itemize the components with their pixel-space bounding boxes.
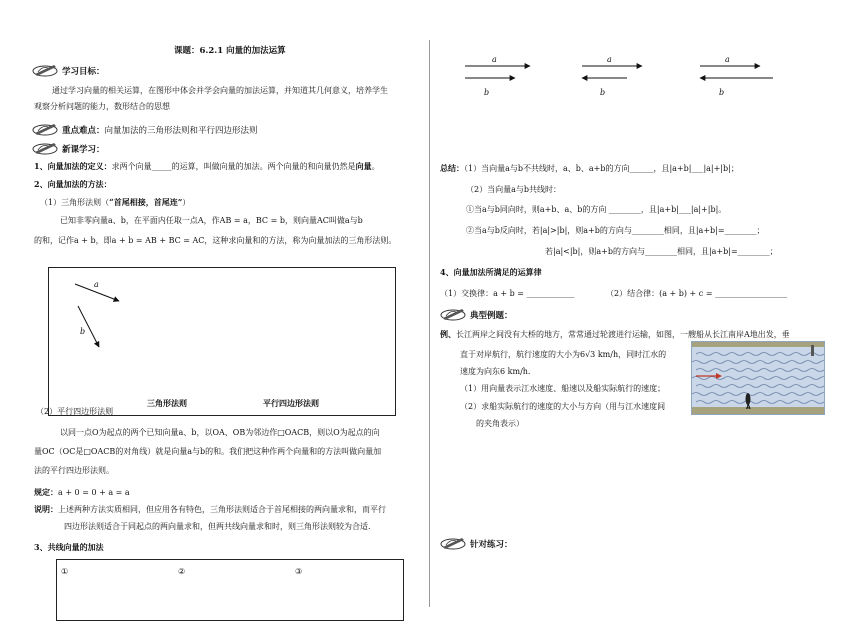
keypoints-text: 向量加法的三角形法则和平行四边形法则 [104, 126, 258, 136]
objectives-line1: 通过学习向量的相关运算，在图形中体会并学会向量的加法运算，并知道其几何意义，培养学生 [52, 86, 388, 95]
summary-line5: 若|a|<|b|，则a+b的方向与________相同，且|a+b|=________； [545, 247, 778, 256]
example-q2b: 的夹角表示） [476, 419, 524, 428]
keypoints-row [62, 125, 258, 137]
point-a-label: A [746, 404, 751, 411]
column-divider [429, 40, 430, 607]
law-associative: （2）结合律：(a + b) + c = __________________ [606, 289, 788, 298]
sec1-text-a: 求两个向量 [111, 162, 152, 171]
objectives-line2: 观察分析问题的能力，数形结合的思想 [34, 102, 170, 111]
explain-line2: 四边形法则适合于同起点的两向量求和，但两共线向量求和时，则三角形法则较为合适. [64, 522, 371, 531]
explain-line1: 上述两种方法实质相同，但应用各有特色，三角形法则适合于首尾相接的两向量求和，而平行 [58, 505, 386, 514]
vector-a-label: a [94, 280, 99, 289]
explain-label: 说明： [34, 504, 58, 514]
pen-icon [32, 140, 60, 156]
pair2-a-label: a [607, 55, 612, 64]
newlesson-heading: 新课学习： [62, 145, 105, 155]
examples-heading: 典型例题： [470, 311, 513, 321]
vector-drawing [49, 268, 395, 415]
vector-b-label: b [80, 327, 86, 336]
para-label: （2）平行四边形法则 [36, 407, 114, 416]
law-commutative: （1）交换律：a + b = ____________ [440, 289, 575, 298]
sec1-text-d: 。 [371, 162, 380, 171]
sec1-blank: _____ [151, 162, 172, 171]
pen-icon [440, 535, 468, 551]
rule-drawing-box [48, 267, 396, 416]
rule-text: a + 0 = 0 + a = a [58, 488, 130, 497]
para-line2: 量OC（OC是□OACB的对角线）就是向量a与b的和。我们把这种作两个向量和的方法叫做向量加 [34, 447, 382, 456]
sec2-label: 2、向量加法的方法： [34, 179, 112, 189]
collinear-arrow-pairs [455, 48, 795, 104]
pen-icon [440, 306, 468, 322]
pair1-b-label: b [484, 88, 490, 97]
example-row1 [440, 329, 790, 340]
summary-line2: （2）当向量a与b共线时： [466, 185, 561, 194]
pair3-a-label: a [725, 55, 730, 64]
river-picture [691, 341, 825, 415]
summary-line1: （1）当向量a与b不共线时，a、b、a+b的方向______，且|a+b|___|a|+|b|； [464, 164, 739, 173]
summary-line4: ②当a与b反向时，若|a|>|b|，则a+b的方向与________相同，且|a+b|=________； [466, 226, 765, 235]
sec1-label: 1、向量加法的定义： [34, 161, 112, 171]
collinear-case-3: ③ [295, 567, 303, 576]
sec1-text-c: 向量 [355, 161, 372, 171]
example-q1: （1）用向量表示江水速度、船速以及船实际航行的速度； [460, 384, 666, 393]
example-line2: 直于对岸航行，航行速度的大小为6√3 km/h，同时江水的 [460, 350, 667, 359]
tri-line1: 已知非零向量a、b，在平面内任取一点A，作AB = a，BC = b，则向量AC叫做a与b [60, 216, 363, 225]
pair3-b-label: b [719, 88, 725, 97]
tri-line2: 的和，记作a + b，即a + b = AB + BC = AC，这种求向量和的方法，称为向量加法的三角形法则。 [34, 236, 397, 245]
collinear-case-2: ② [178, 567, 186, 576]
summary-row1 [440, 163, 739, 174]
summary-label: 总结： [440, 163, 464, 173]
tri-label-row [40, 197, 190, 208]
collinear-box [56, 559, 404, 621]
parallelogram-rule-caption: 平行四边形法则 [263, 398, 319, 408]
lesson-title: 课题：6.2.1 向量的加法运算 [174, 46, 286, 56]
tri-label: （1）三角形法则（ [40, 198, 110, 207]
explain-row [34, 504, 386, 515]
shore-marker-icon [811, 345, 814, 356]
sec3-label: 3、共线向量的加法 [34, 542, 104, 552]
tri-close: ） [182, 198, 191, 207]
triangle-rule-caption: 三角形法则 [147, 398, 187, 408]
sec1-row [34, 161, 380, 172]
sec4-label: 4、向量加法所满足的运算律 [440, 267, 542, 277]
para-line1: 以同一点O为起点的两个已知向量a、b，以OA、OB为邻边作□OACB，则以O为起点的向 [60, 428, 380, 437]
example-line1: 长江两岸之间没有大桥的地方，常常通过轮渡进行运输，如图，一艘船从长江南岸A地出发，垂 [456, 330, 790, 339]
pair1-a-label: a [492, 55, 497, 64]
rule-label: 规定： [34, 487, 58, 497]
tri-quote: “首尾相接，首尾连” [109, 197, 183, 207]
example-label: 例、 [440, 329, 456, 339]
pair2-b-label: b [600, 88, 606, 97]
objectives-heading: 学习目标： [62, 67, 105, 77]
rule-row [34, 487, 130, 498]
current-arrow-head [716, 373, 722, 379]
keypoints-heading: 重点难点： [62, 126, 105, 136]
example-line3: 速度为向东6 km/h. [460, 367, 531, 376]
para-line3: 法的平行四边形法则。 [34, 466, 114, 475]
river-waves [692, 342, 824, 414]
pen-icon [32, 62, 60, 78]
sec1-text-b: 的运算，叫做向量的加法。两个向量的和向量仍然是 [171, 162, 356, 171]
pen-icon [32, 121, 60, 137]
collinear-case-1: ① [61, 567, 69, 576]
summary-line3: ①当a与b同向时，则a+b、a、b的方向 ________，且|a+b|___|a|+|b|。 [466, 205, 727, 214]
practice-heading: 针对练习： [470, 540, 513, 550]
example-q2a: （2）求船实际航行的速度的大小与方向（用与江水速度间 [460, 402, 666, 411]
